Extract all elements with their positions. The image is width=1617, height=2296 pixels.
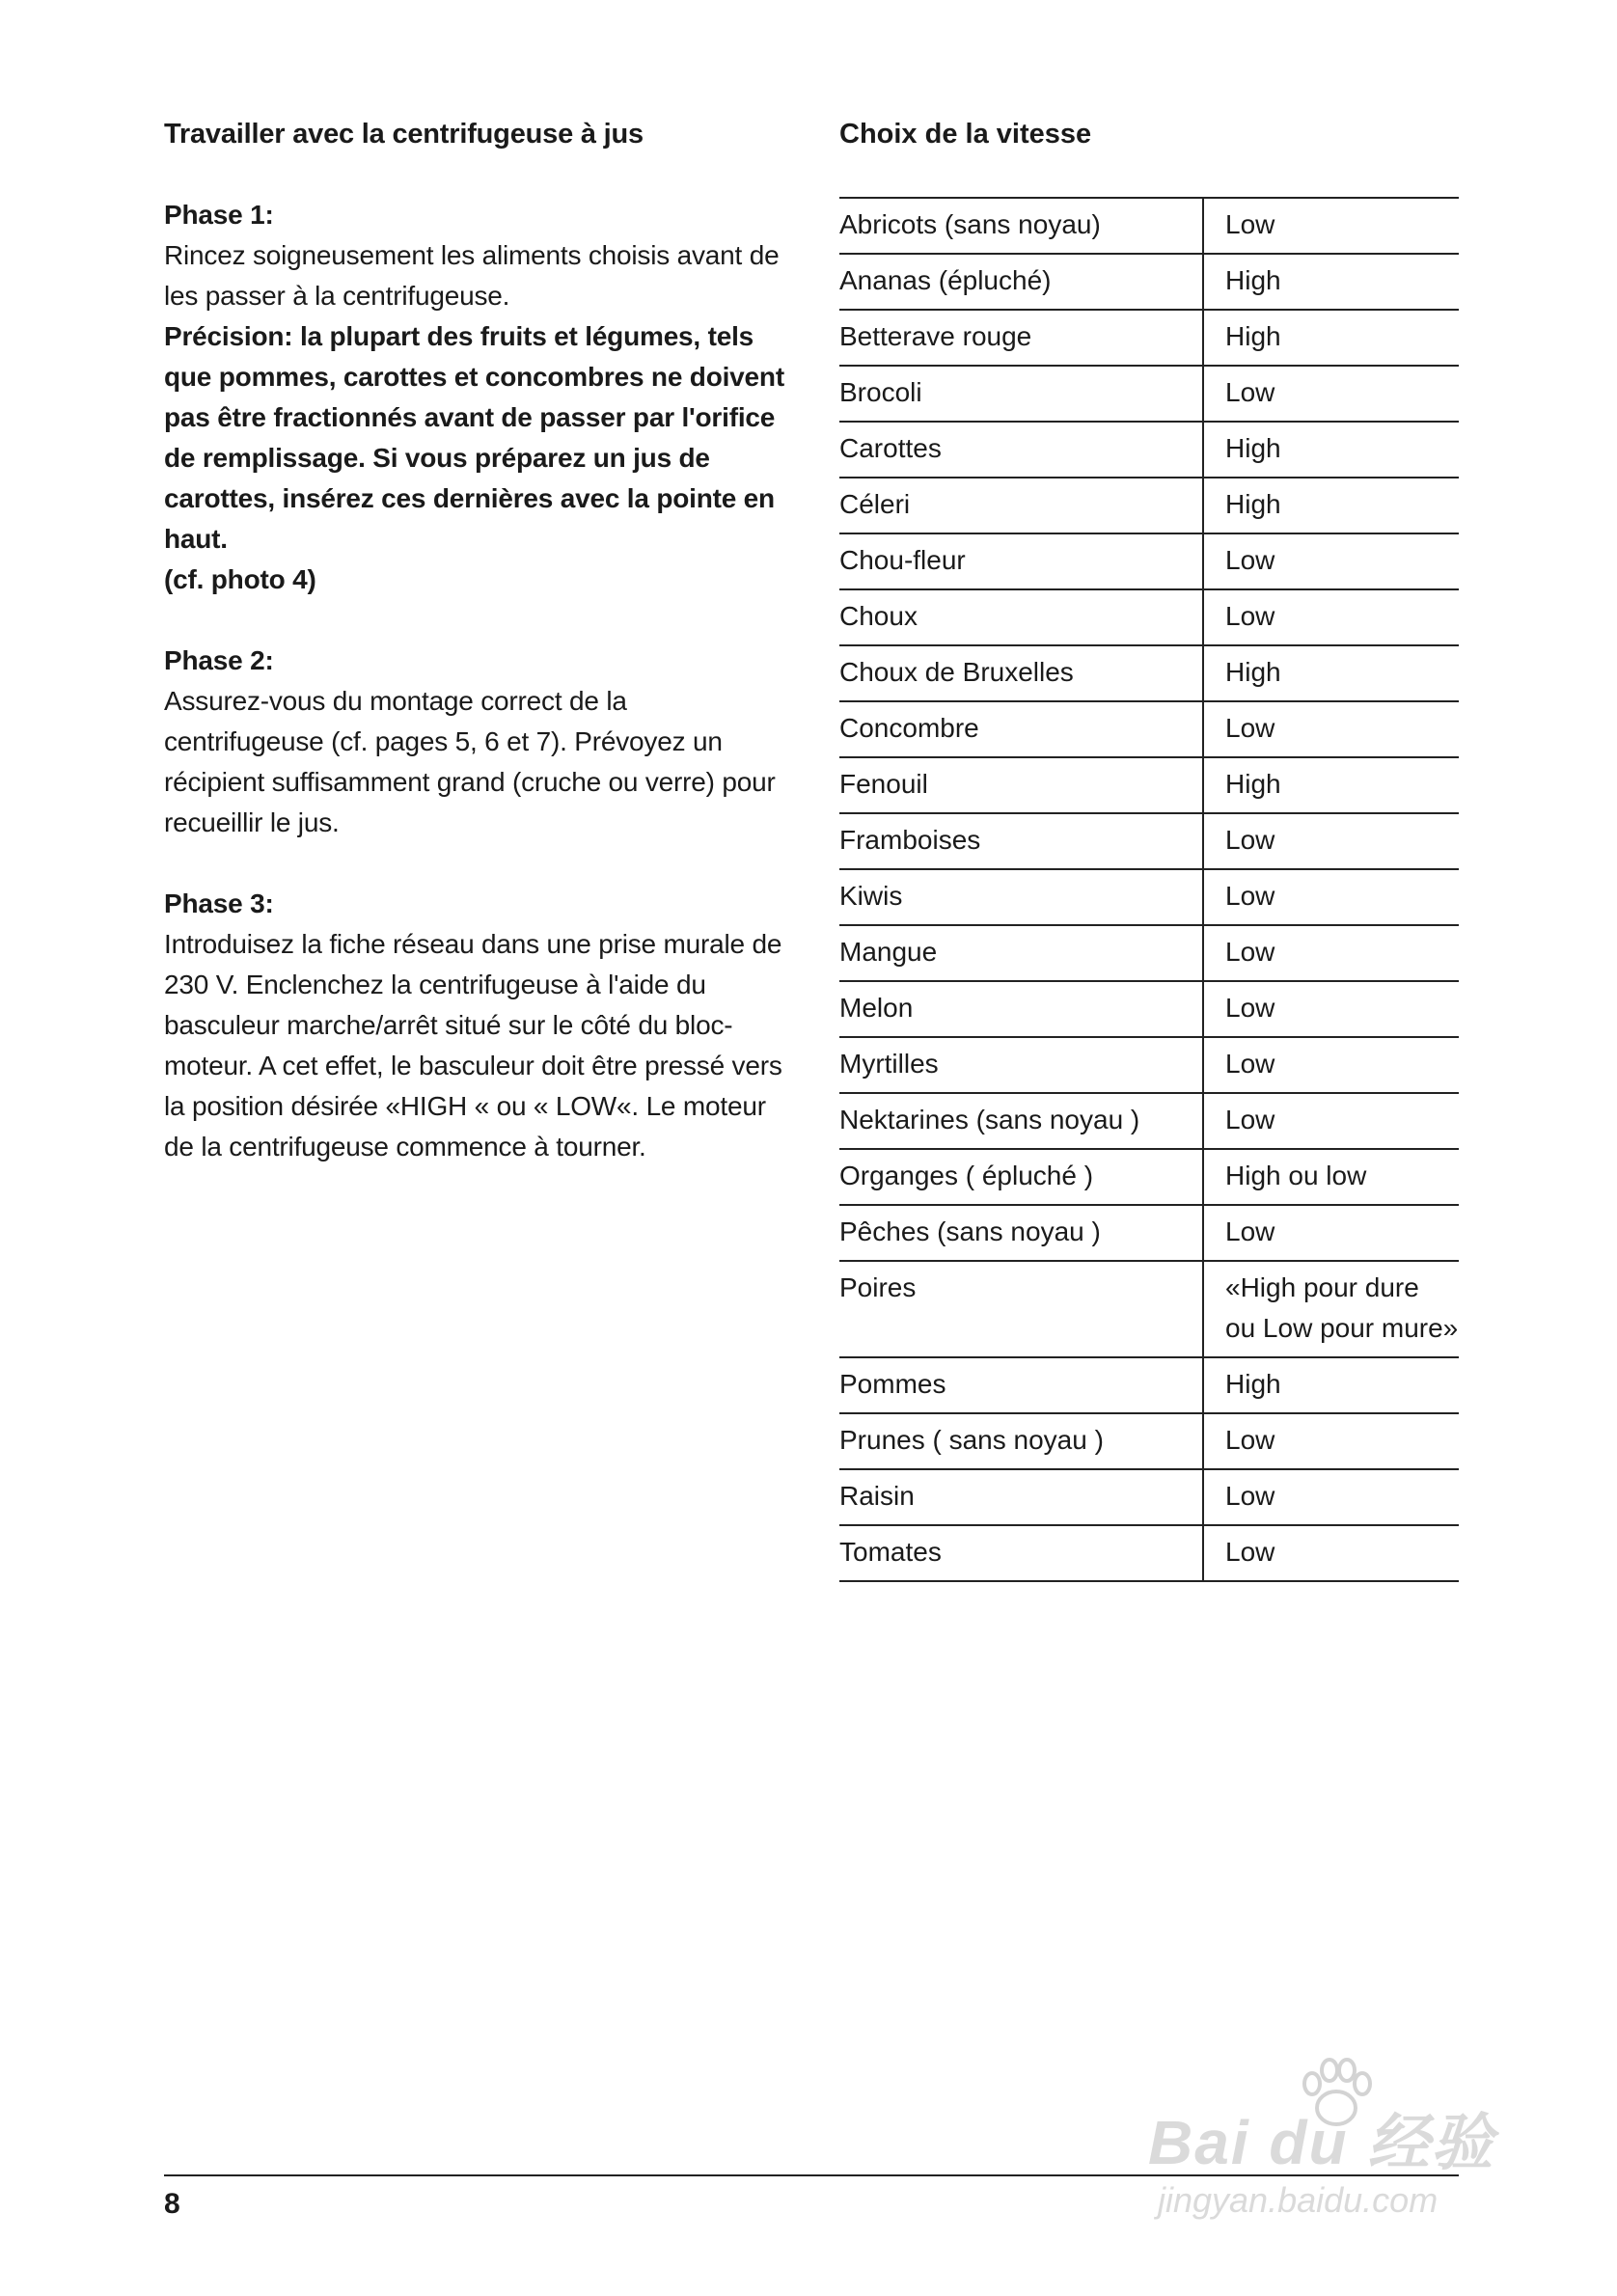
speed-cell: Low (1203, 813, 1459, 869)
food-cell: Tomates (839, 1525, 1203, 1581)
food-cell: Choux de Bruxelles (839, 645, 1203, 701)
speed-cell: High (1203, 757, 1459, 813)
speed-title: Choix de la vitesse (839, 119, 1092, 150)
phase-1-text: Rincez soigneusement les aliments choisis avant de les passer à la centrifugeuse. (164, 240, 780, 311)
food-cell: Ananas (épluché) (839, 254, 1203, 310)
phase-1-heading: Phase 1: (164, 200, 274, 230)
table-row (839, 254, 1459, 310)
table-row (839, 1413, 1459, 1469)
speed-cell: High (1203, 310, 1459, 366)
table-row (839, 1357, 1459, 1413)
speed-cell: «High pour dure ou Low pour mure» (1203, 1261, 1459, 1357)
speed-cell: High (1203, 1357, 1459, 1413)
phase-3-heading: Phase 3: (164, 888, 274, 918)
speed-cell: High (1203, 254, 1459, 310)
speed-cell: Low (1203, 1037, 1459, 1093)
baidu-watermark (1148, 2055, 1534, 2248)
table-row (839, 1037, 1459, 1093)
phase-2-heading: Phase 2: (164, 645, 274, 675)
food-cell: Choux (839, 589, 1203, 645)
speed-cell: Low (1203, 701, 1459, 757)
food-cell: Raisin (839, 1469, 1203, 1525)
table-row (839, 1149, 1459, 1205)
section-title: Travailler avec la centrifugeuse à jus (164, 119, 644, 150)
speed-cell: Low (1203, 1469, 1459, 1525)
table-row (839, 1093, 1459, 1149)
food-cell: Abricots (sans noyau) (839, 198, 1203, 254)
phase-3-text: Introduisez la fiche réseau dans une prise murale de 230 V. Enclenchez la centrifugeuse à l'aide du basculeur marche/arrêt situé sur le côté du bloc-moteur. A cet effet, le basculeur doit être pressé vers la position désirée «HIGH « ou « LOW«. Le moteur de la centrifugeuse commence à tourner. (164, 929, 782, 1162)
instructions-column (164, 114, 786, 1167)
phase-1-reference: (cf. photo 4) (164, 564, 316, 594)
speed-cell: Low (1203, 925, 1459, 981)
food-cell: Fenouil (839, 757, 1203, 813)
table-row (839, 701, 1459, 757)
table-row (839, 813, 1459, 869)
speed-cell: Low (1203, 1525, 1459, 1581)
table-row (839, 645, 1459, 701)
speed-cell: Low (1203, 869, 1459, 925)
food-cell: Carottes (839, 422, 1203, 478)
food-cell: Myrtilles (839, 1037, 1203, 1093)
food-cell: Chou-fleur (839, 533, 1203, 589)
table-row (839, 1205, 1459, 1261)
watermark-brand: Bai du 经验 (1148, 2108, 1495, 2177)
food-cell: Brocoli (839, 366, 1203, 422)
table-row (839, 757, 1459, 813)
speed-cell: Low (1203, 1093, 1459, 1149)
food-cell: Céleri (839, 478, 1203, 533)
speed-cell: Low (1203, 589, 1459, 645)
watermark-url: jingyan.baidu.com (1158, 2180, 1439, 2220)
table-row (839, 981, 1459, 1037)
food-cell: Pommes (839, 1357, 1203, 1413)
speed-column (839, 114, 1459, 1582)
food-cell: Melon (839, 981, 1203, 1037)
food-cell: Organges ( épluché ) (839, 1149, 1203, 1205)
food-cell: Framboises (839, 813, 1203, 869)
food-cell: Mangue (839, 925, 1203, 981)
speed-cell: High (1203, 645, 1459, 701)
table-row (839, 1525, 1459, 1581)
food-cell: Prunes ( sans noyau ) (839, 1413, 1203, 1469)
food-cell: Nektarines (sans noyau ) (839, 1093, 1203, 1149)
speed-cell: Low (1203, 198, 1459, 254)
table-row (839, 925, 1459, 981)
food-cell: Poires (839, 1261, 1203, 1357)
food-cell: Kiwis (839, 869, 1203, 925)
speed-cell: Low (1203, 981, 1459, 1037)
page-number: 8 (164, 2188, 180, 2220)
speed-cell: High (1203, 422, 1459, 478)
speed-cell: Low (1203, 366, 1459, 422)
table-row (839, 198, 1459, 254)
food-cell: Concombre (839, 701, 1203, 757)
food-cell: Betterave rouge (839, 310, 1203, 366)
table-row (839, 310, 1459, 366)
table-row (839, 422, 1459, 478)
food-cell: Pêches (sans noyau ) (839, 1205, 1203, 1261)
speed-cell: Low (1203, 1413, 1459, 1469)
table-row (839, 366, 1459, 422)
phase-1-note: Précision: la plupart des fruits et légumes, tels que pommes, carottes et concombres ne doivent pas être fractionnés avant de passer par l'orifice de remplissage. Si vous préparez un jus de carottes, insérez ces dernières avec la pointe en haut. (164, 321, 784, 554)
table-row (839, 533, 1459, 589)
speed-table (839, 197, 1459, 1582)
speed-cell: High ou low (1203, 1149, 1459, 1205)
speed-cell: Low (1203, 533, 1459, 589)
table-row (839, 589, 1459, 645)
speed-cell: High (1203, 478, 1459, 533)
table-row (839, 478, 1459, 533)
table-row (839, 1261, 1459, 1357)
table-row (839, 869, 1459, 925)
speed-cell: Low (1203, 1205, 1459, 1261)
phase-2-text: Assurez-vous du montage correct de la centrifugeuse (cf. pages 5, 6 et 7). Prévoyez un récipient suffisamment grand (cruche ou verre) pour recueillir le jus. (164, 686, 776, 837)
table-row (839, 1469, 1459, 1525)
